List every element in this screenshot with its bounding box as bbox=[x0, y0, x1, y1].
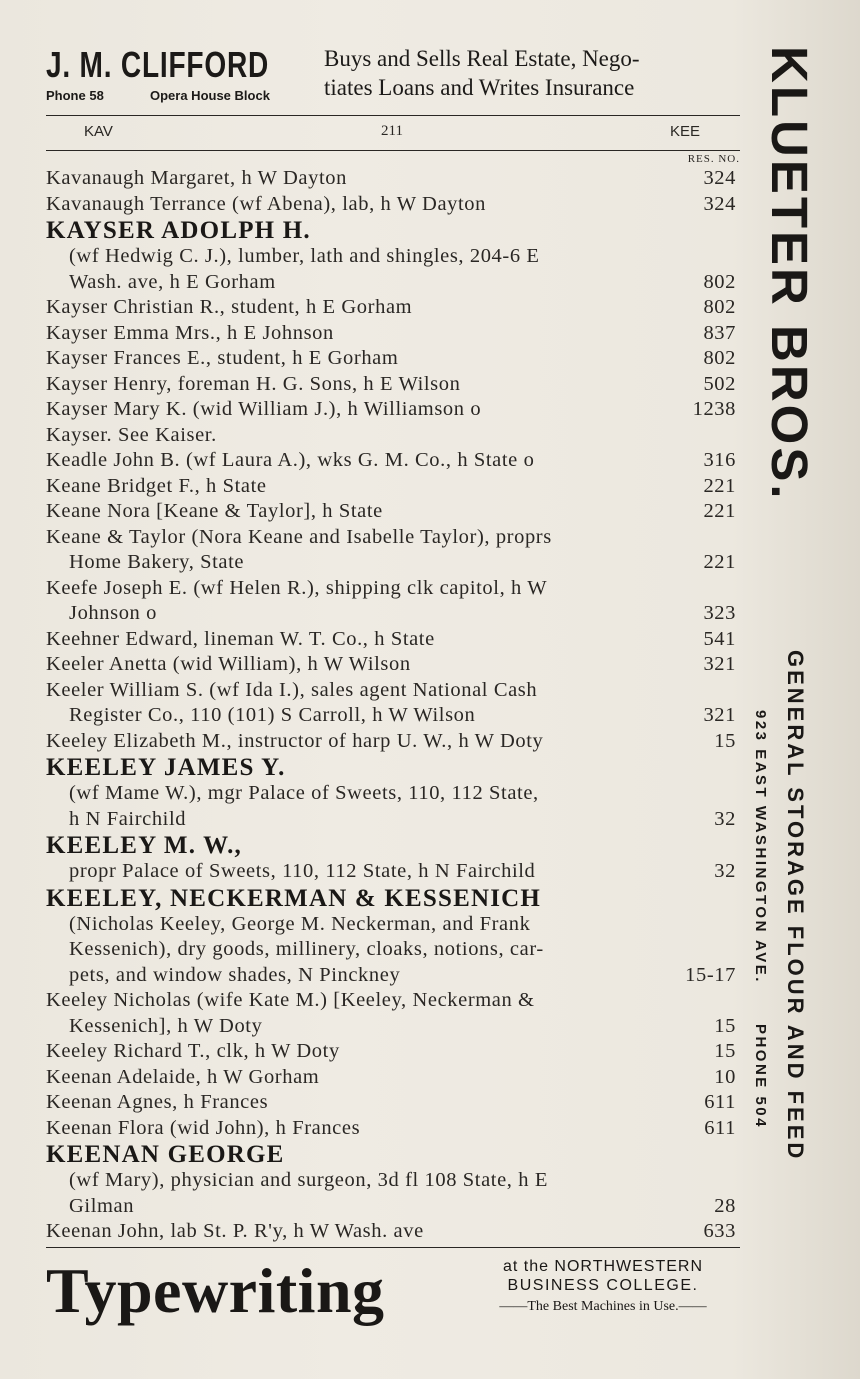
entry-text: (wf Hedwig C. J.), lumber, lath and shingles, 204-6 E bbox=[69, 245, 540, 267]
entry-text: Kayser Emma Mrs., h E Johnson bbox=[46, 321, 334, 344]
side-ad-address: 923 EAST WASHINGTON AVE. bbox=[752, 710, 769, 984]
listing-entry bbox=[46, 423, 738, 449]
footer-rule bbox=[46, 1247, 740, 1248]
entry-text: Gilman bbox=[69, 1194, 135, 1217]
entry-text: Keeley Nicholas (wife Kate M.) [Keeley, Neckerman & bbox=[46, 989, 535, 1011]
side-ad-name: KLUETER BROS. bbox=[761, 46, 818, 502]
entry-text: Wash. ave, h E Gorham bbox=[69, 270, 276, 293]
footer-ad-line-2: BUSINESS COLLEGE. bbox=[507, 1277, 699, 1294]
advertiser-name: J. M. CLIFFORD bbox=[46, 44, 270, 85]
residence-number: 15-17 bbox=[685, 963, 736, 986]
residence-number: 15 bbox=[714, 729, 736, 752]
entry-text: Keeler William S. (wf Ida I.), sales agent National Cash bbox=[46, 678, 538, 701]
entry-text: Keehner Edward, lineman W. T. Co., h State bbox=[46, 627, 435, 650]
listing-entry bbox=[46, 601, 738, 627]
running-head-rule bbox=[46, 150, 740, 151]
listing-entry bbox=[46, 859, 738, 885]
listing-entry bbox=[46, 525, 738, 551]
residence-number: 28 bbox=[714, 1194, 736, 1217]
residence-number: 323 bbox=[703, 602, 736, 624]
advertiser-location: Opera House Block bbox=[150, 88, 270, 103]
listing-entry bbox=[46, 372, 738, 398]
entry-text: Kayser Christian R., student, h E Gorham bbox=[46, 296, 413, 318]
footer-ad-line-1: at the NORTHWESTERN bbox=[502, 1258, 704, 1275]
listing-entry bbox=[46, 652, 738, 678]
listing-entry bbox=[46, 781, 738, 807]
footer-ad-headline: Typewriting bbox=[46, 1255, 385, 1326]
entry-text: Johnson o bbox=[69, 602, 157, 624]
header-advertisement bbox=[46, 40, 746, 110]
entry-text: Kayser Mary K. (wid William J.), h Williamson o bbox=[46, 398, 482, 420]
entry-text: Kavanaugh Margaret, h W Dayton bbox=[46, 167, 347, 189]
listing-entry bbox=[46, 576, 738, 602]
listing-entry bbox=[46, 963, 738, 989]
residence-number: 221 bbox=[703, 474, 736, 497]
residence-number: 324 bbox=[703, 167, 736, 189]
entry-text: propr Palace of Sweets, 110, 112 State, h N Fairchild bbox=[69, 860, 536, 882]
listing-heading bbox=[46, 217, 738, 244]
entry-text: Kayser Henry, foreman H. G. Sons, h E Wilson bbox=[46, 372, 461, 395]
listing-entry bbox=[46, 937, 738, 963]
residence-number: 611 bbox=[704, 1116, 736, 1139]
advertiser-description-line-2: tiates Loans and Writes Insurance bbox=[324, 75, 635, 100]
entry-text: Kessenich), dry goods, millinery, cloaks, notions, car- bbox=[69, 938, 544, 960]
entry-text: Kayser Frances E., student, h E Gorham bbox=[46, 347, 399, 369]
entry-text: KAYSER ADOLPH H. bbox=[46, 217, 311, 244]
footer-ad-details bbox=[468, 1258, 738, 1315]
listing-entry bbox=[46, 703, 738, 729]
residence-number: 611 bbox=[704, 1091, 736, 1113]
residence-number: 321 bbox=[703, 653, 736, 675]
listing-entry bbox=[46, 1219, 738, 1245]
entry-text: KEELEY JAMES Y. bbox=[46, 754, 286, 781]
residence-number: 802 bbox=[703, 270, 736, 293]
listing-entry bbox=[46, 448, 738, 474]
residence-number: 802 bbox=[703, 347, 736, 369]
residence-number: 316 bbox=[703, 449, 736, 471]
directory-listing bbox=[46, 166, 738, 1245]
listing-entry bbox=[46, 678, 738, 704]
listing-entry bbox=[46, 346, 738, 372]
entry-text: Keefe Joseph E. (wf Helen R.), shipping clk capitol, h W bbox=[46, 576, 548, 599]
entry-text: Kavanaugh Terrance (wf Abena), lab, h W Dayton bbox=[46, 192, 487, 215]
listing-heading bbox=[46, 832, 738, 859]
residence-number: 324 bbox=[703, 192, 736, 215]
listing-entry bbox=[46, 1065, 738, 1091]
listing-entry bbox=[46, 988, 738, 1014]
residence-number: 15 bbox=[714, 1040, 736, 1062]
residence-number: 541 bbox=[703, 627, 736, 650]
entry-text: (Nicholas Keeley, George M. Neckerman, and Frank bbox=[69, 912, 531, 935]
entry-text: Kayser. See Kaiser. bbox=[46, 423, 217, 446]
listing-entry bbox=[46, 244, 738, 270]
entry-text: Keadle John B. (wf Laura A.), wks G. M. Co., h State o bbox=[46, 449, 535, 471]
listing-heading bbox=[46, 754, 738, 781]
listing-entry bbox=[46, 1039, 738, 1065]
listing-entry bbox=[46, 295, 738, 321]
page-number: 211 bbox=[381, 123, 403, 139]
running-head-end: KEE bbox=[669, 123, 700, 140]
entry-text: Keane Bridget F., h State bbox=[46, 474, 267, 497]
entry-text: Keane & Taylor (Nora Keane and Isabelle Taylor), proprs bbox=[46, 525, 552, 548]
advertiser-phone: Phone 58 bbox=[46, 88, 104, 103]
residence-number: 32 bbox=[714, 860, 736, 882]
residence-number: 502 bbox=[703, 372, 736, 395]
residence-number: 633 bbox=[703, 1220, 736, 1242]
listing-entry bbox=[46, 166, 738, 192]
entry-text: Home Bakery, State bbox=[69, 551, 245, 573]
entry-text: KEELEY M. W., bbox=[46, 832, 242, 859]
entry-text: (wf Mame W.), mgr Palace of Sweets, 110, 112 State, bbox=[69, 782, 539, 804]
listing-entry bbox=[46, 1014, 738, 1040]
listing-entry bbox=[46, 474, 738, 500]
entry-text: Keeler Anetta (wid William), h W Wilson bbox=[46, 653, 411, 675]
entry-text: Keenan Flora (wid John), h Frances bbox=[46, 1116, 361, 1139]
residence-number: 15 bbox=[714, 1014, 736, 1037]
listing-entry bbox=[46, 499, 738, 525]
running-head-start: KAV bbox=[84, 123, 113, 140]
listing-entry bbox=[46, 1194, 738, 1220]
side-ad-tagline: GENERAL STORAGE FLOUR AND FEED bbox=[783, 650, 808, 1162]
entry-text: h N Fairchild bbox=[69, 807, 187, 830]
listing-entry bbox=[46, 807, 738, 833]
residence-number: 10 bbox=[714, 1065, 736, 1088]
listing-entry bbox=[46, 627, 738, 653]
residence-number-label: RES. NO. bbox=[687, 153, 740, 165]
entry-text: Keenan Agnes, h Frances bbox=[46, 1091, 269, 1113]
residence-number: 802 bbox=[703, 296, 736, 318]
listing-entry bbox=[46, 192, 738, 218]
advertiser-description bbox=[324, 44, 640, 102]
advertiser-description-line-1: Buys and Sells Real Estate, Nego- bbox=[324, 46, 640, 71]
entry-text: KEENAN GEORGE bbox=[46, 1141, 285, 1168]
footer-ad-line-3: ——The Best Machines in Use.—— bbox=[499, 1299, 707, 1314]
entry-text: pets, and window shades, N Pinckney bbox=[69, 963, 401, 986]
listing-entry bbox=[46, 397, 738, 423]
entry-text: Keenan John, lab St. P. R'y, h W Wash. ave bbox=[46, 1220, 424, 1242]
header-rule bbox=[46, 115, 740, 116]
side-ad-phone: PHONE 504 bbox=[752, 1023, 769, 1129]
entry-text: KEELEY, NECKERMAN & KESSENICH bbox=[46, 884, 542, 912]
listing-heading bbox=[46, 1141, 738, 1168]
listing-heading bbox=[46, 885, 738, 912]
residence-number: 837 bbox=[703, 321, 736, 344]
listing-entry bbox=[46, 1090, 738, 1116]
entry-text: Keenan Adelaide, h W Gorham bbox=[46, 1065, 320, 1088]
entry-text: Keeley Richard T., clk, h W Doty bbox=[46, 1040, 340, 1062]
listing-entry bbox=[46, 729, 738, 755]
listing-entry bbox=[46, 550, 738, 576]
listing-entry bbox=[46, 912, 738, 938]
residence-number: 221 bbox=[703, 500, 736, 522]
entry-text: (wf Mary), physician and surgeon, 3d fl 108 State, h E bbox=[69, 1169, 548, 1191]
entry-text: Register Co., 110 (101) S Carroll, h W Wilson bbox=[69, 704, 476, 726]
listing-entry bbox=[46, 1168, 738, 1194]
listing-entry bbox=[46, 1116, 738, 1142]
running-head bbox=[46, 121, 740, 145]
listing-entry bbox=[46, 321, 738, 347]
residence-number: 32 bbox=[714, 807, 736, 830]
residence-number: 321 bbox=[703, 704, 736, 726]
residence-number: 221 bbox=[703, 551, 736, 573]
entry-text: Kessenich], h W Doty bbox=[69, 1014, 263, 1037]
listing-entry bbox=[46, 270, 738, 296]
side-ad-contact bbox=[752, 710, 769, 1129]
entry-text: Keane Nora [Keane & Taylor], h State bbox=[46, 500, 383, 522]
entry-text: Keeley Elizabeth M., instructor of harp U. W., h W Doty bbox=[46, 729, 544, 752]
residence-number: 1238 bbox=[692, 398, 736, 420]
